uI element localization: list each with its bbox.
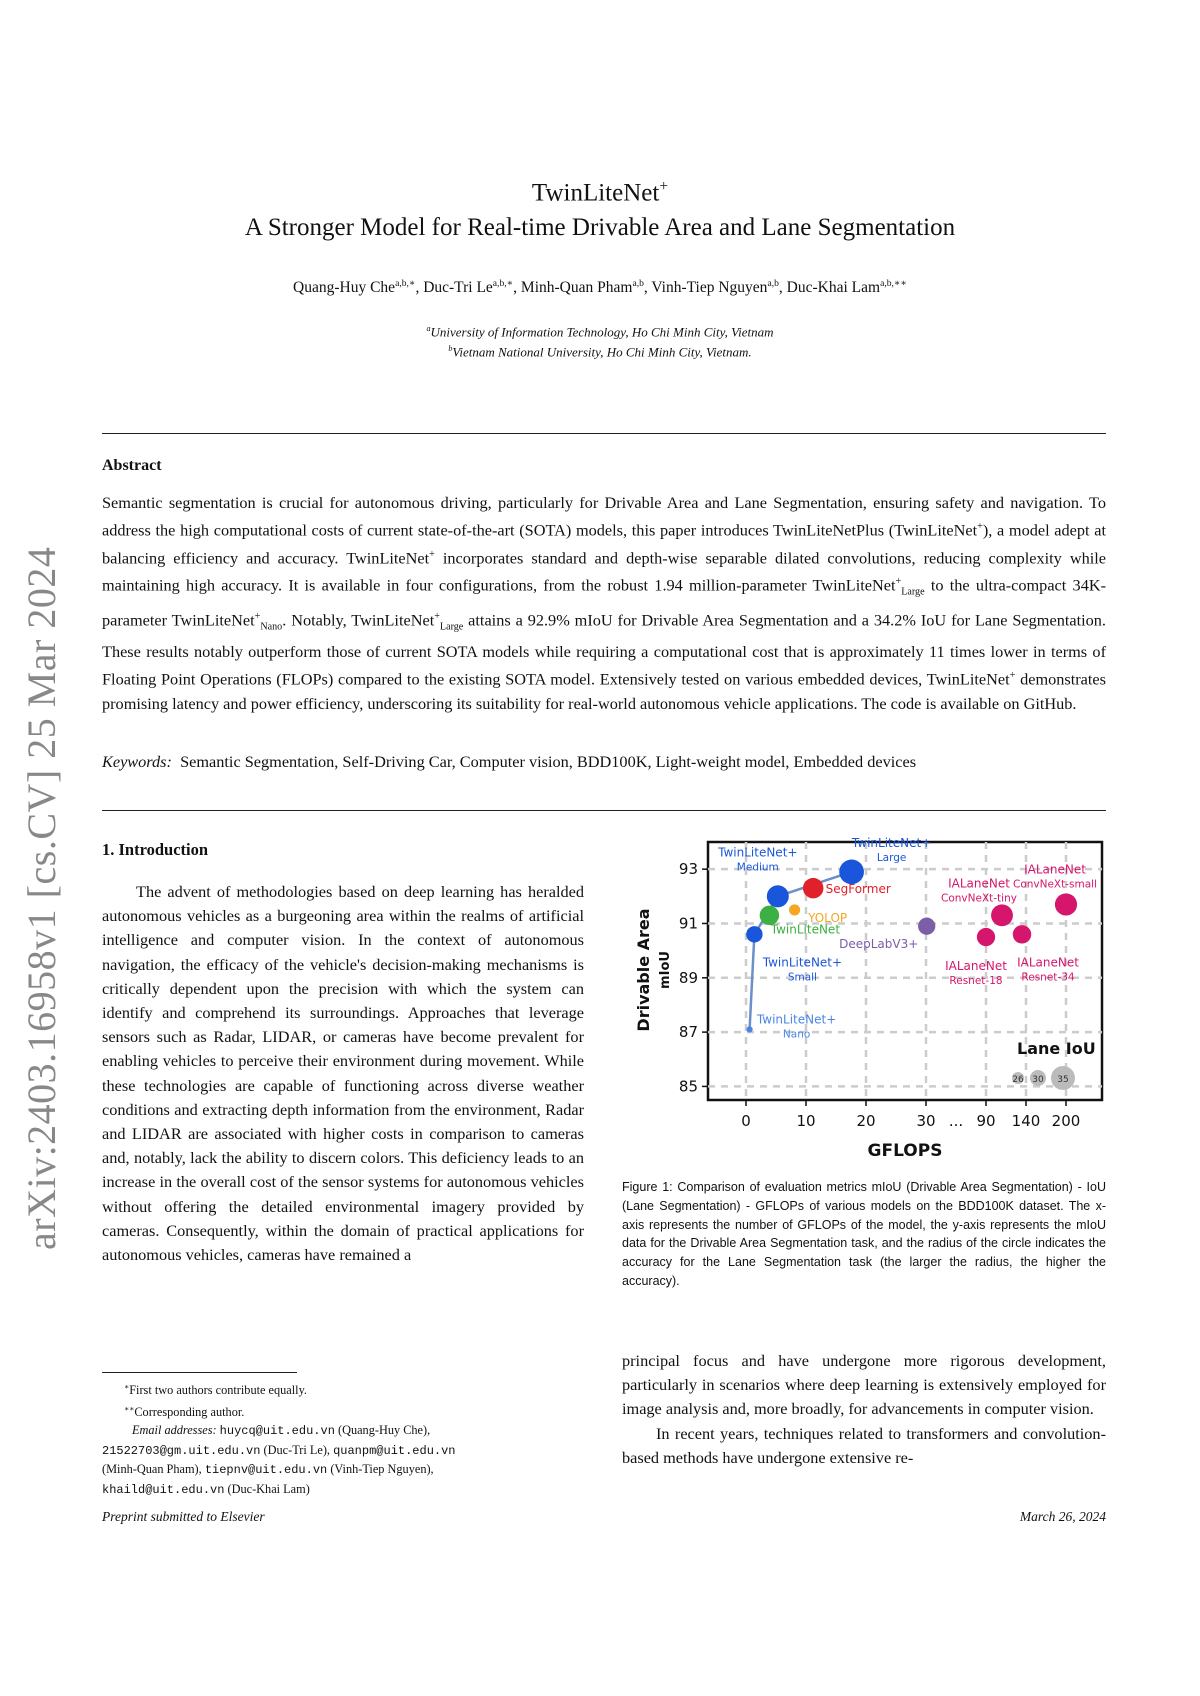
data-label: Medium [736, 861, 779, 874]
y-tick-label: 89 [678, 968, 698, 987]
data-label: ConvNeXt-tiny [941, 892, 1017, 905]
data-label: SegFormer [825, 882, 891, 897]
scatter-chart [622, 830, 1112, 1170]
data-label: TwinLiteNet+ [762, 955, 843, 970]
author: Duc-Khai Lam [786, 279, 881, 297]
data-label: IALaneNet [945, 959, 1007, 974]
x-tick-label: 0 [741, 1112, 751, 1130]
affiliation-a: $^a$University of Information Technology, Ho Chi Minh City, Vietnam [426, 324, 774, 340]
email-link[interactable]: 21522703@gm.uit.edu.vn [102, 1443, 261, 1458]
point-twinlitenet-medium [767, 885, 789, 907]
intro-paragraph: In recent years, techniques related to transformers and convolution-based methods have undergone extensive re- [622, 1423, 1106, 1467]
email-link[interactable]: quanpm@uit.edu.vn [333, 1443, 456, 1458]
section-heading-introduction: 1. Introduction [102, 840, 209, 859]
point-twinlitenet-small [746, 926, 762, 942]
abstract-heading: Abstract [102, 457, 162, 474]
x-tick-label: 90 [976, 1112, 996, 1130]
x-axis-label: GFLOPS [867, 1141, 943, 1161]
y-axis-label: Drivable Area mIoU [634, 908, 673, 1032]
legend-title: Lane IoU [1017, 1039, 1096, 1058]
abstract-text: Semantic segmentation is crucial for autonomous driving, particularly for Drivable Area and Lane Segmentation, ensuring safety and navigation. To address the high computational costs of current state-of-the-art (SOTA) models, this paper introduces TwinLiteNetPlus (TwinLiteNet+), a model adept at balancing efficiency and accuracy. TwinLiteNet+ incorporates standard and depth-wise separable dilated convolutions, reducing complexity while maintaining high accuracy. It is available in four configurations, from the robust 1.94 million-parameter TwinLiteNet+$_{Large}$ to the ultra-compact 34K-parameter TwinLiteNet+$_{Nano}$. Notably, TwinLiteNet+$_{Large}$ attains a 92.9% mIoU for Drivable Area Segmentation and a 34.2% IoU for Lane Segmentation. These results notably outperform those of current SOTA models while requiring a computational cost that is approximately 11 times lower in terms of Floating Point Operations (FLOPs) compared to the existing SOTA model. Extensively tested on various embedded devices, TwinLiteNet+ demonstrates promising latency and power efficiency, underscoring its suitability for real-world autonomous vehicle applications. The code is available on GitHub. [102, 493, 1107, 714]
intro-right-column [622, 1349, 1106, 1470]
point-twinlitenet-nano [746, 1026, 752, 1032]
author: Vinh-Tiep Nguyen [651, 279, 768, 297]
intro-paragraph-continued: principal focus and have undergone more rigorous development, particularly in scenarios where deep learning is extensively employed for image analysis and, more broadly, for advancements in computer vision. [622, 1351, 1106, 1419]
author: Quang-Huy Che [293, 279, 396, 297]
y-tick-label: 85 [678, 1077, 698, 1096]
data-label: Resnet-34 [1021, 971, 1075, 984]
legend-size-label: 35 [1057, 1075, 1069, 1085]
x-tick-label: 30 [916, 1112, 936, 1130]
point-ialanenet-convnext-small [1055, 893, 1077, 915]
x-tick-label: 200 [1051, 1112, 1081, 1130]
point-segformer [803, 878, 823, 898]
footnote-corresponding: ∗∗Corresponding author. [124, 1403, 245, 1419]
top-rule [102, 433, 1106, 434]
point-deeplabv3- [918, 918, 935, 935]
data-label: TwinLiteNet+ [851, 835, 932, 850]
paper-title-line2: A Stronger Model for Real-time Drivable Area and Lane Segmentation [244, 214, 956, 241]
data-label: DeepLabV3+ [839, 937, 919, 952]
point-ialanenet-convnext-tiny [991, 904, 1013, 926]
data-label: Small [787, 971, 817, 984]
y-tick-label: 93 [678, 860, 698, 879]
arxiv-identifier: arXiv:2403.16958v1 [cs.CV] 25 Mar 2024 [19, 546, 64, 1250]
intro-paragraph: The advent of methodologies based on deep learning has heralded autonomous vehicles as a burgeoning area within the realms of artificial intelligence and computer vision. In the context of autonomous navigation, the efficacy of the vehicle's decision-making mechanisms is critically dependent upon the precision with which the system can identify and comprehend its surroundings. Approaches that leverage sensors such as Radar, LIDAR, or cameras have become prevalent for enabling vehicles to perceive their environment during movement. While these technologies are capable of functioning across diverse weather conditions and extracting depth information from the environment, Radar and LIDAR are associated with higher costs in comparison to cameras and, notably, lack the ability to discern colors. This deficiency leads to an increase in the overall cost of the sensor systems for autonomous vehicles without offering the detailed environmental imagery provided by cameras. Consequently, within the domain of practical applications for autonomous vehicles, cameras have remained a [102, 882, 584, 1265]
x-tick-label: 10 [796, 1112, 816, 1130]
x-tick-label: ... [948, 1112, 964, 1130]
footnotes: ∗First two authors contribute equally. ∗∗Corresponding author. Email addresses: huycq@uit.edu.vn (Quang-Huy Che), 21522703@gm.uit.edu.vn (Duc-Tri Le), quanpm@uit.edu.vn (Minh-Quan Pham), tiepnv@uit.edu.vn (Vinh-Tiep Nguyen), khaild@uit.edu.vn (Duc-Khai Lam) [102, 1378, 557, 1499]
x-tick-label: 140 [1011, 1112, 1041, 1130]
data-label: TwinLiteNet+ [718, 845, 798, 860]
bottom-rule [102, 810, 1106, 811]
data-label: IALaneNet [1017, 955, 1079, 970]
data-label: Nano [782, 1028, 811, 1041]
author-list: Quang-Huy Che$^{a,b,∗}$, Duc-Tri $Le^{a,b,∗}$, Minh-Quan Pham$^{a,b}$, Vinh-Tiep Nguyen$^{a,b}$, Duc-Khai Lam$^{a,b,∗∗}$ [293, 278, 907, 297]
point-yolop [789, 904, 800, 915]
data-label: Large [876, 851, 907, 864]
intro-left-column [102, 880, 584, 1267]
legend-size-label: 30 [1032, 1075, 1044, 1085]
email-link[interactable]: huycq@uit.edu.vn [219, 1424, 335, 1439]
y-tick-label: 87 [678, 1023, 698, 1042]
footnote-rule [102, 1372, 297, 1373]
y-axis-ticks [679, 860, 708, 1095]
author: Duc-Tri Le [423, 279, 493, 297]
footnote-emails: Email addresses: huycq@uit.edu.vn (Quang-Huy Che), [132, 1423, 431, 1439]
data-label: YOLOP [808, 910, 848, 925]
affiliation-b: $^b$Vietnam National University, Ho Chi Minh City, Vietnam. [448, 344, 752, 360]
footnote-equal: ∗First two authors contribute equally. [124, 1382, 308, 1398]
data-label: Resnet-18 [949, 975, 1003, 988]
figure-caption: Figure 1: Comparison of evaluation metrics mIoU (Drivable Area Segmentation) - IoU (Lane Segmentation) - GFLOPs of various models on the BDD100K dataset. The x-axis represents the number of GFLOPs of the model, the y-axis represents the mIoU data for the Drivable Area Segmentation task, and the radius of the circle indicates the accuracy for the Lane Segmentation task (the larger the radius, the higher the accuracy). [622, 1180, 1106, 1288]
legend-size-label: 26 [1012, 1075, 1024, 1085]
email-link[interactable]: tiepnv@uit.edu.vn [204, 1463, 328, 1478]
data-label: TwinLiteNet+ [756, 1012, 837, 1027]
y-tick-label: 91 [678, 914, 698, 933]
data-label: ConvNeXt-small [1012, 878, 1098, 891]
x-tick-label: 20 [856, 1112, 876, 1130]
data-label: IALaneNet [948, 876, 1010, 891]
point-ialanenet-resnet-34 [1013, 925, 1031, 943]
footer-preprint: Preprint submitted to Elsevier [102, 1509, 265, 1524]
paper-title-line1: TwinLiteNet+ [531, 178, 669, 207]
author: Minh-Quan Pham [520, 279, 633, 297]
data-label: IALaneNet [1024, 862, 1086, 877]
x-axis-ticks [741, 1100, 1080, 1130]
keywords: Keywords: Semantic Segmentation, Self-Driving Car, Computer vision, BDD100K, Light-weight model, Embedded devices [102, 752, 917, 771]
email-link[interactable]: khaild@uit.edu.vn [102, 1482, 225, 1497]
data-label: TwinLiteNet [770, 922, 841, 937]
footer-date: March 26, 2024 [1019, 1509, 1106, 1524]
point-twinlitenet-large [839, 860, 864, 885]
point-ialanenet-resnet-18 [977, 928, 995, 946]
